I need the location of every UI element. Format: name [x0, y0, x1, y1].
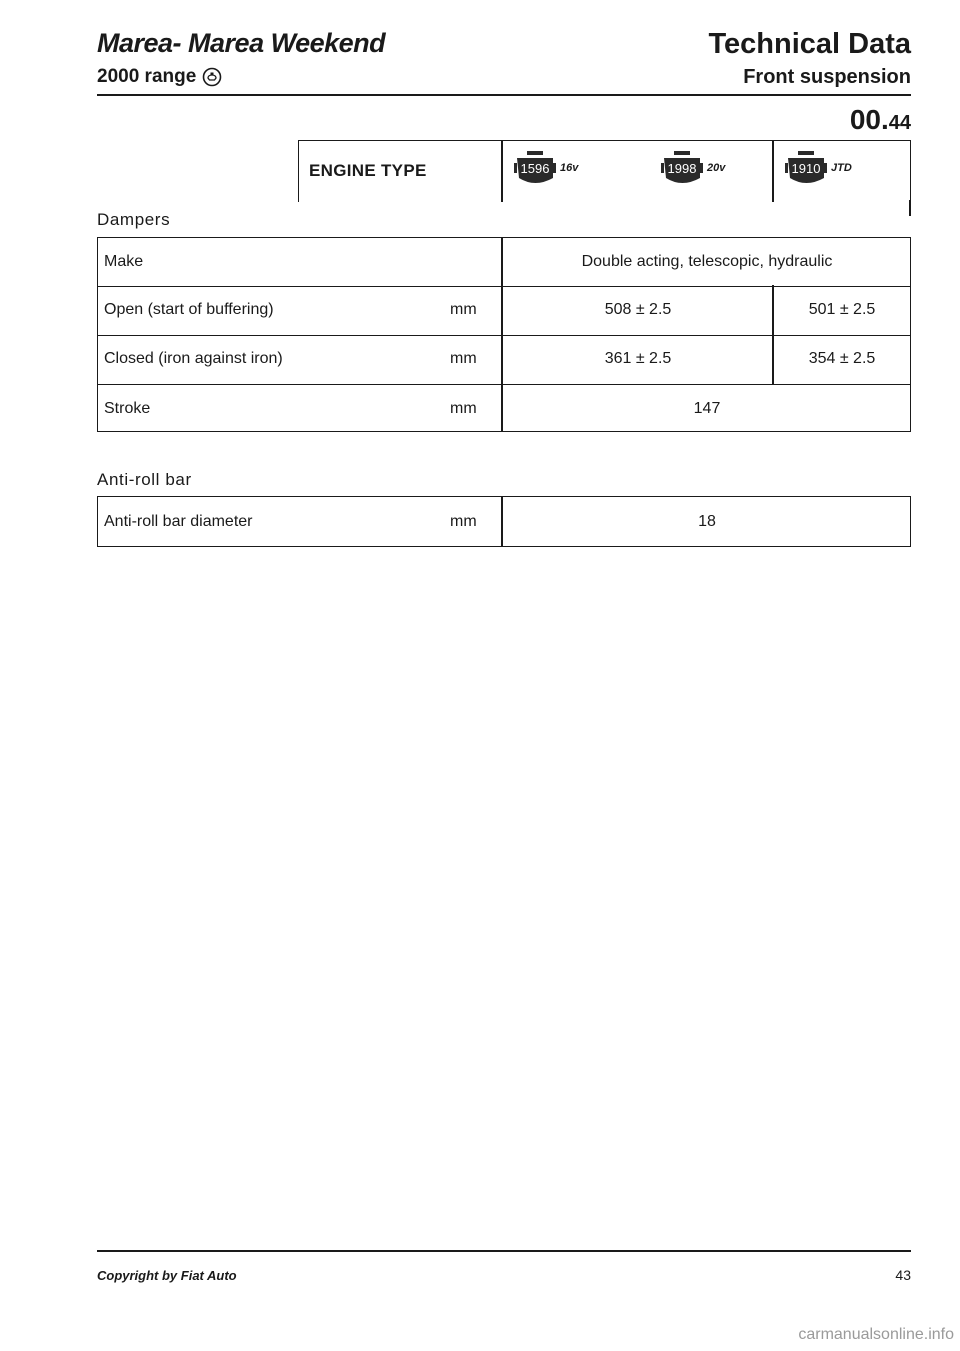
row-value: 501 ± 2.5	[808, 301, 876, 318]
range-label: 2000 range	[97, 66, 197, 87]
engine-1998	[660, 150, 725, 186]
row-value: Double acting, telescopic, hydraulic	[581, 253, 833, 270]
page-code-small: 44	[888, 112, 911, 134]
engine-divider-tick	[909, 200, 911, 216]
row-label: Stroke	[104, 400, 151, 417]
column-divider	[501, 237, 503, 432]
row-label: Make	[104, 253, 144, 270]
engine-icon	[660, 150, 704, 186]
engine-code: 1596	[520, 161, 550, 176]
column-divider	[772, 285, 774, 384]
row-unit: mm	[450, 301, 477, 318]
table-row	[98, 497, 910, 546]
section-title: Technical Data	[708, 28, 911, 60]
dampers-table	[97, 237, 911, 432]
section-subtitle: Front suspension	[743, 66, 911, 88]
row-value: 508 ± 2.5	[604, 301, 672, 318]
table-row	[98, 335, 910, 384]
engine-code: 1910	[791, 161, 821, 176]
page-code-main: 00.	[849, 104, 889, 135]
row-value: 147	[693, 400, 721, 417]
header-divider	[97, 94, 911, 96]
row-label: Closed (iron against iron)	[104, 350, 283, 367]
manual-title: Marea- Marea Weekend	[97, 28, 386, 58]
page-number: 43	[895, 1267, 911, 1283]
engine-type-label: ENGINE TYPE	[309, 161, 427, 180]
table-row	[98, 384, 910, 431]
row-value: 354 ± 2.5	[808, 350, 876, 367]
anti-roll-table	[97, 496, 911, 547]
row-value: 18	[698, 513, 716, 530]
engine-icon	[784, 150, 828, 186]
engine-divider	[501, 140, 503, 202]
row-unit: mm	[450, 350, 477, 367]
dampers-heading: Dampers	[97, 210, 171, 229]
engine-suffix: 16v	[560, 162, 579, 174]
engine-suffix: 20v	[707, 162, 726, 174]
engine-divider	[772, 140, 774, 202]
footer-divider	[97, 1250, 911, 1252]
table-row	[98, 238, 910, 286]
engine-suffix: JTD	[831, 162, 852, 174]
copyright-text: Copyright by Fiat Auto	[97, 1268, 237, 1283]
watermark: carmanualsonline.info	[798, 1326, 954, 1343]
anti-roll-heading: Anti-roll bar	[97, 470, 192, 489]
row-value: 361 ± 2.5	[604, 350, 672, 367]
engine-icon	[513, 150, 557, 186]
engine-1910	[784, 150, 852, 186]
table-row	[98, 286, 910, 335]
row-unit: mm	[450, 513, 477, 530]
range-icon	[202, 67, 222, 87]
row-unit: mm	[450, 400, 477, 417]
page-code	[850, 104, 911, 136]
row-label: Anti-roll bar diameter	[104, 513, 253, 530]
engine-code: 1998	[667, 161, 697, 176]
column-divider	[501, 496, 503, 547]
engine-1596	[513, 150, 578, 186]
range-subtitle	[97, 66, 222, 88]
row-label: Open (start of buffering)	[104, 301, 274, 318]
